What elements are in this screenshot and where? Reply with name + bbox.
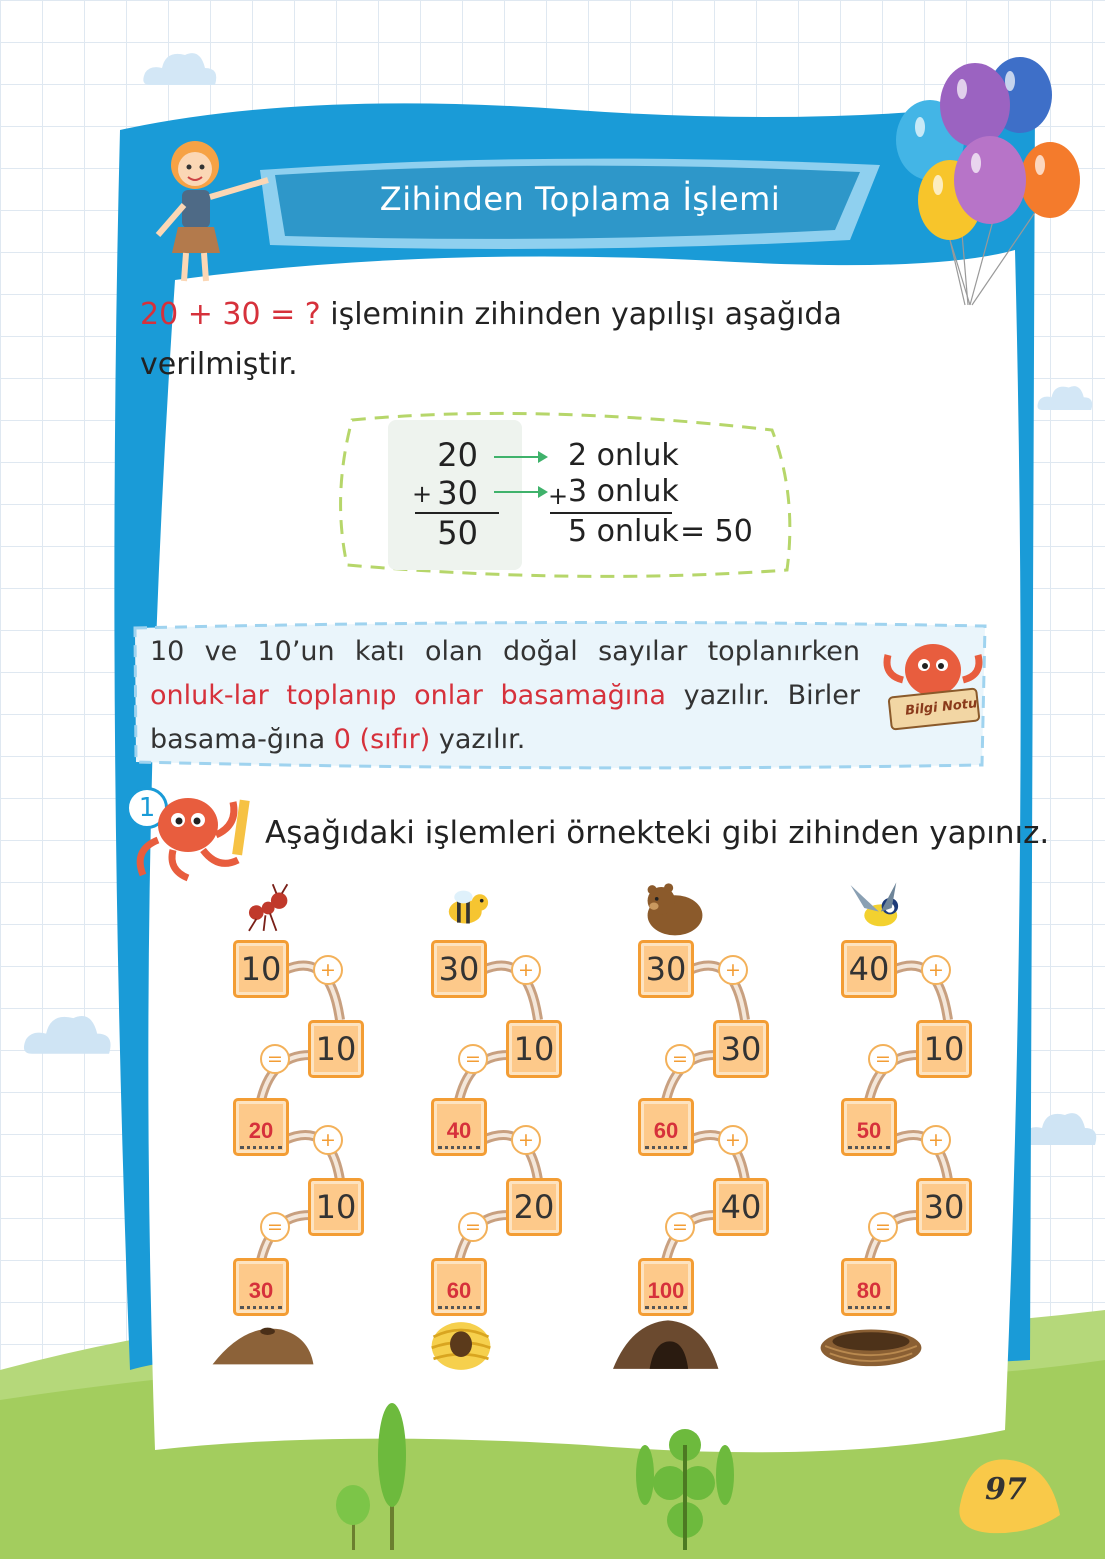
addend-box-a xyxy=(233,940,289,998)
octopus-pencil-illustration xyxy=(128,790,260,885)
equals-sign: = xyxy=(458,1212,488,1242)
equals-sign: = xyxy=(458,1044,488,1074)
bear-icon xyxy=(643,880,707,936)
note-red1: onluk-lar toplanıp onlar basamağına xyxy=(150,680,666,711)
equals-sign: = xyxy=(868,1212,898,1242)
exercise-instruction: Aşağıdaki işlemleri örnekteki gibi zihinden yapınız. xyxy=(265,815,1050,851)
number-value: 30 xyxy=(645,950,687,988)
plus-sign: + xyxy=(313,955,343,985)
answer-value: 60 xyxy=(653,1118,679,1143)
example-tens-2: 3 onluk xyxy=(568,474,679,509)
answer-value: 60 xyxy=(446,1278,472,1303)
example-addend-2: 30 xyxy=(437,474,478,512)
cloud-icon xyxy=(140,40,220,90)
addend-box-a xyxy=(638,940,694,998)
tree-icon xyxy=(630,1425,740,1550)
plus-sign: + xyxy=(921,955,951,985)
addend-box-c xyxy=(916,1178,972,1236)
addend-box-c xyxy=(506,1178,562,1236)
number-value: 10 xyxy=(315,1188,357,1226)
balloons-illustration xyxy=(890,55,1080,325)
cloud-icon xyxy=(20,1000,115,1060)
answer-box-2[interactable] xyxy=(431,1258,487,1316)
answer-dotted-line xyxy=(438,1146,480,1149)
page-number: 97 xyxy=(985,1472,1027,1507)
answer-dotted-line xyxy=(438,1306,480,1309)
answer-box-2[interactable] xyxy=(233,1258,289,1316)
number-value: 30 xyxy=(923,1188,965,1226)
note-red2: 0 (sıfır) xyxy=(333,724,431,755)
beehive-icon xyxy=(406,1318,516,1374)
equals-sign: = xyxy=(665,1212,695,1242)
addend-box-c xyxy=(713,1178,769,1236)
plus-sign: + xyxy=(921,1125,951,1155)
plus-sign: + xyxy=(313,1125,343,1155)
exercise-number: 1 xyxy=(126,787,168,829)
equals-sign: = xyxy=(260,1044,290,1074)
page-title: Zihinden Toplama İşlemi xyxy=(379,180,781,218)
tree-icon xyxy=(330,1400,420,1550)
nest-icon xyxy=(816,1318,926,1374)
cloud-icon xyxy=(1035,375,1095,415)
intro-text-line1: işleminin zihinden yapılışı aşağıda xyxy=(330,297,842,332)
note-part3: yazılır. xyxy=(438,724,526,755)
example-result: = 50 xyxy=(680,514,753,549)
info-note-text xyxy=(150,630,860,762)
intro-equation: 20 + 30 = ? xyxy=(140,297,321,332)
example-tens-1: 2 onluk xyxy=(568,438,679,473)
number-value: 10 xyxy=(923,1030,965,1068)
anthill-icon xyxy=(208,1318,318,1374)
example-addend-1: 20 xyxy=(437,436,478,474)
answer-value: 20 xyxy=(248,1118,274,1143)
bilgi-notu-label: Bilgi Notu xyxy=(904,696,978,719)
plus-sign: + xyxy=(718,1125,748,1155)
answer-box-1[interactable] xyxy=(431,1098,487,1156)
answer-dotted-line xyxy=(645,1306,687,1309)
ant-icon xyxy=(238,880,302,936)
answer-dotted-line xyxy=(240,1306,282,1309)
cave-icon xyxy=(613,1318,723,1374)
example-sum: 50 xyxy=(437,514,478,552)
bee-icon xyxy=(436,880,500,936)
plus-sign: + xyxy=(718,955,748,985)
addend-box-b xyxy=(916,1020,972,1078)
octopus-sign-illustration xyxy=(878,635,990,745)
arrow-icon xyxy=(490,445,550,505)
number-value: 10 xyxy=(315,1030,357,1068)
answer-box-2[interactable] xyxy=(841,1258,897,1316)
number-value: 20 xyxy=(513,1188,555,1226)
example-tens-sum: 5 onluk xyxy=(568,514,679,549)
addend-box-c xyxy=(308,1178,364,1236)
number-value: 40 xyxy=(720,1188,762,1226)
answer-value: 100 xyxy=(647,1278,685,1303)
answer-dotted-line xyxy=(645,1146,687,1149)
answer-value: 50 xyxy=(856,1118,882,1143)
addend-box-a xyxy=(431,940,487,998)
answer-box-1[interactable] xyxy=(233,1098,289,1156)
answer-box-1[interactable] xyxy=(841,1098,897,1156)
addend-box-a xyxy=(841,940,897,998)
answer-value: 80 xyxy=(856,1278,882,1303)
addend-box-b xyxy=(713,1020,769,1078)
equals-sign: = xyxy=(665,1044,695,1074)
number-value: 30 xyxy=(438,950,480,988)
bird-icon xyxy=(846,880,910,936)
intro-paragraph xyxy=(140,290,860,390)
answer-value: 40 xyxy=(446,1118,472,1143)
number-value: 10 xyxy=(240,950,282,988)
girl-teacher-illustration xyxy=(150,135,280,285)
answer-value: 30 xyxy=(248,1278,274,1303)
intro-text-line2: verilmiştir. xyxy=(140,347,298,382)
equals-sign: = xyxy=(260,1212,290,1242)
number-value: 30 xyxy=(720,1030,762,1068)
plus-sign: + xyxy=(511,1125,541,1155)
addend-box-b xyxy=(308,1020,364,1078)
plus-sign: + xyxy=(511,955,541,985)
answer-dotted-line xyxy=(848,1146,890,1149)
answer-dotted-line xyxy=(240,1146,282,1149)
example-plus-sign-2: + xyxy=(548,482,569,510)
number-value: 40 xyxy=(848,950,890,988)
answer-box-2[interactable] xyxy=(638,1258,694,1316)
equals-sign: = xyxy=(868,1044,898,1074)
number-value: 10 xyxy=(513,1030,555,1068)
answer-box-1[interactable] xyxy=(638,1098,694,1156)
answer-dotted-line xyxy=(848,1306,890,1309)
example-plus-sign: + xyxy=(412,480,433,508)
note-part2: yazılır. Birler basama-ğına xyxy=(150,680,860,755)
addend-box-b xyxy=(506,1020,562,1078)
note-part1: 10 ve 10’un katı olan doğal sayılar toplanırken xyxy=(150,636,860,667)
